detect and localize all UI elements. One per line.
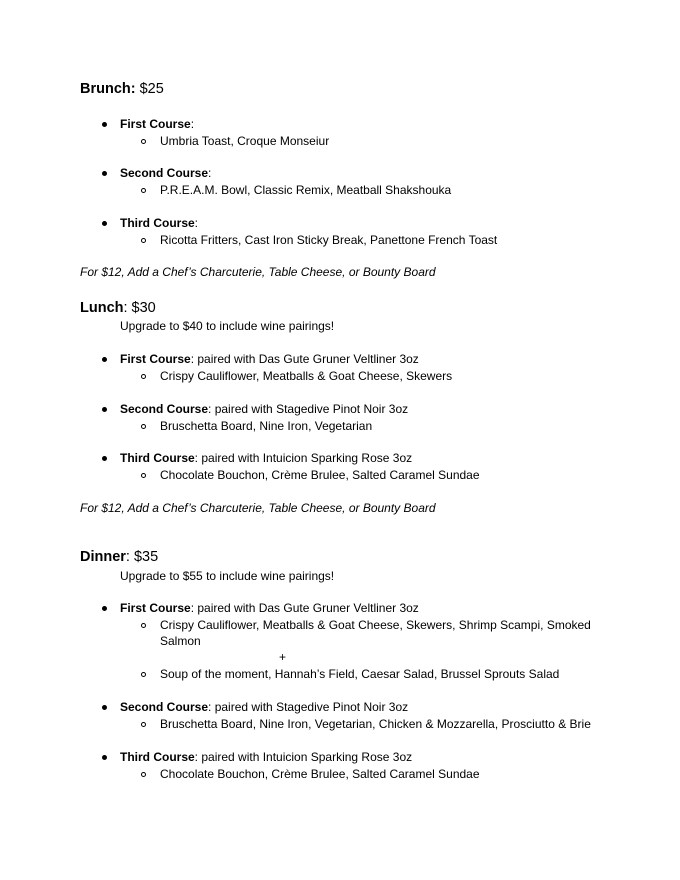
- lunch-heading: [80, 300, 156, 316]
- dinner-course-1-items-line-1: Crispy Cauliflower, Meatballs & Goat Cheese, Skewers, Shrimp Scampi, Smoked: [160, 618, 591, 632]
- lunch-course-2-items: Bruschetta Board, Nine Iron, Vegetarian: [160, 419, 373, 433]
- plus-sign: +: [279, 650, 287, 664]
- lunch-course-2: [120, 402, 408, 416]
- dinner-course-3: [120, 750, 412, 764]
- lunch-course-3: [120, 451, 412, 465]
- course-label: First Course: [120, 352, 191, 366]
- course-label: Third Course: [120, 750, 195, 764]
- brunch-course-2-items: P.R.E.A.M. Bowl, Classic Remix, Meatball Shakshouka: [160, 183, 452, 197]
- dinner-course-3-items: Chocolate Bouchon, Crème Brulee, Salted Caramel Sundae: [160, 767, 480, 781]
- lunch-label: Lunch: [80, 300, 124, 316]
- bullet-icon: [102, 407, 107, 412]
- bullet-icon: [102, 606, 107, 611]
- circle-bullet-icon: [141, 188, 146, 193]
- brunch-course-1-items: Umbria Toast, Croque Monseiur: [160, 134, 330, 148]
- lunch-upgrade-note: Upgrade to $40 to include wine pairings!: [120, 319, 335, 333]
- dinner-upgrade-note: Upgrade to $55 to include wine pairings!: [120, 569, 335, 583]
- lunch-price: : $30: [123, 300, 156, 316]
- brunch-heading: [80, 81, 164, 97]
- bullet-icon: [102, 357, 107, 362]
- course-label: Third Course: [120, 451, 195, 465]
- course-suffix: :: [208, 166, 212, 180]
- brunch-label: Brunch:: [80, 81, 136, 97]
- circle-bullet-icon: [141, 473, 146, 478]
- course-suffix: : paired with Intuicion Sparking Rose 3oz: [194, 750, 413, 764]
- circle-bullet-icon: [141, 623, 146, 628]
- course-label: First Course: [120, 117, 191, 131]
- circle-bullet-icon: [141, 424, 146, 429]
- bullet-icon: [102, 755, 107, 760]
- bullet-icon: [102, 456, 107, 461]
- brunch-course-3-items: Ricotta Fritters, Cast Iron Sticky Break, Panettone French Toast: [160, 233, 498, 247]
- course-suffix: :: [190, 117, 195, 131]
- course-label: First Course: [120, 601, 191, 615]
- course-label: Second Course: [120, 402, 209, 416]
- circle-bullet-icon: [141, 722, 146, 727]
- course-suffix: :: [194, 216, 199, 230]
- circle-bullet-icon: [141, 139, 146, 144]
- circle-bullet-icon: [141, 374, 146, 379]
- dinner-heading: [80, 549, 158, 565]
- course-suffix: : paired with Das Gute Gruner Veltliner 3oz: [190, 352, 419, 366]
- bullet-icon: [102, 122, 107, 127]
- brunch-addon-note: For $12, Add a Chef’s Charcuterie, Table Cheese, or Bounty Board: [80, 265, 436, 279]
- brunch-course-1: [120, 117, 194, 131]
- dinner-course-1-items-2: Soup of the moment, Hannah’s Field, Caesar Salad, Brussel Sprouts Salad: [160, 667, 560, 681]
- circle-bullet-icon: [141, 238, 146, 243]
- lunch-course-1-items: Crispy Cauliflower, Meatballs & Goat Cheese, Skewers: [160, 369, 453, 383]
- circle-bullet-icon: [141, 672, 146, 677]
- course-suffix: : paired with Stagedive Pinot Noir 3oz: [208, 402, 409, 416]
- dinner-course-1-items-line-2: Salmon: [160, 634, 201, 648]
- dinner-course-2: [120, 700, 408, 714]
- course-label: Third Course: [120, 216, 195, 230]
- circle-bullet-icon: [141, 772, 146, 777]
- lunch-addon-note: For $12, Add a Chef’s Charcuterie, Table Cheese, or Bounty Board: [80, 501, 436, 515]
- dinner-course-1: [120, 601, 419, 615]
- lunch-course-3-items: Chocolate Bouchon, Crème Brulee, Salted Caramel Sundae: [160, 468, 480, 482]
- dinner-course-2-items: Bruschetta Board, Nine Iron, Vegetarian, Chicken & Mozzarella, Prosciutto & Brie: [160, 717, 591, 731]
- course-suffix: : paired with Stagedive Pinot Noir 3oz: [208, 700, 409, 714]
- bullet-icon: [102, 705, 107, 710]
- lunch-course-1: [120, 352, 419, 366]
- dinner-price: : $35: [125, 549, 159, 565]
- course-suffix: : paired with Intuicion Sparking Rose 3oz: [194, 451, 413, 465]
- brunch-course-3: [120, 216, 198, 230]
- dinner-label: Dinner: [80, 549, 126, 565]
- bullet-icon: [102, 171, 107, 176]
- course-label: Second Course: [120, 700, 209, 714]
- course-label: Second Course: [120, 166, 209, 180]
- course-suffix: : paired with Das Gute Gruner Veltliner 3oz: [190, 601, 419, 615]
- brunch-price: $25: [135, 81, 164, 97]
- brunch-course-2: [120, 166, 211, 180]
- bullet-icon: [102, 221, 107, 226]
